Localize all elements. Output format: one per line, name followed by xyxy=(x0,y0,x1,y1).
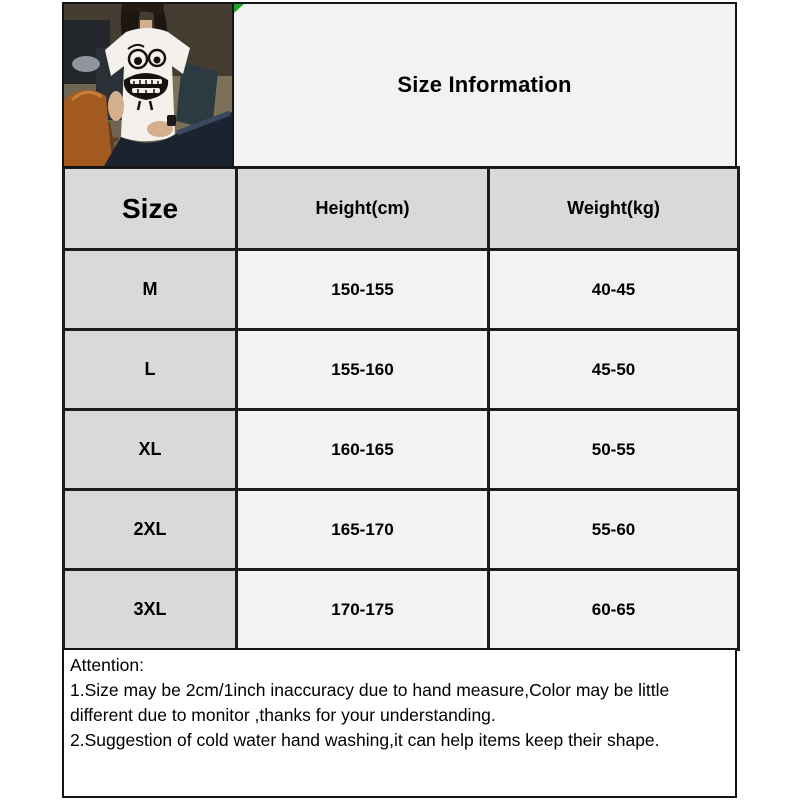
height-cell: 165-170 xyxy=(237,490,489,570)
column-header-weight: Weight(kg) xyxy=(489,168,739,250)
attention-heading: Attention: xyxy=(70,655,144,675)
table-row xyxy=(64,330,739,410)
wrist-watch xyxy=(167,115,176,126)
title-cell xyxy=(234,2,737,168)
height-cell: 155-160 xyxy=(237,330,489,410)
left-arm xyxy=(108,91,124,121)
size-cell: XL xyxy=(64,410,237,490)
attention-box xyxy=(62,648,737,798)
height-cell: 160-165 xyxy=(237,410,489,490)
weight-cell: 45-50 xyxy=(489,330,739,410)
table-row xyxy=(64,490,739,570)
green-corner-marker xyxy=(234,4,244,13)
size-cell: L xyxy=(64,330,237,410)
height-cell: 170-175 xyxy=(237,570,489,650)
column-header-height: Height(cm) xyxy=(237,168,489,250)
weight-cell: 40-45 xyxy=(489,250,739,330)
leather-bag xyxy=(64,90,112,166)
weight-cell: 60-65 xyxy=(489,570,739,650)
table-header-row xyxy=(64,168,739,250)
attention-note-2: 2.Suggestion of cold water hand washing,it can help items keep their shape. xyxy=(70,730,660,750)
product-photo xyxy=(62,2,234,168)
model-photo-illustration xyxy=(64,4,232,166)
height-cell: 150-155 xyxy=(237,250,489,330)
page-title: Size Information xyxy=(397,72,572,97)
size-cell: 2XL xyxy=(64,490,237,570)
column-header-size: Size xyxy=(64,168,237,250)
size-info-sheet xyxy=(62,0,737,798)
weight-cell: 50-55 xyxy=(489,410,739,490)
size-table xyxy=(62,166,740,651)
table-row xyxy=(64,250,739,330)
silver-shoe xyxy=(72,56,100,72)
size-cell: 3XL xyxy=(64,570,237,650)
attention-note-1: 1.Size may be 2cm/1inch inaccuracy due to hand measure,Color may be little different due to monitor ,thanks for your understanding. xyxy=(70,680,670,725)
top-band xyxy=(62,2,737,168)
table-row xyxy=(64,570,739,650)
size-cell: M xyxy=(64,250,237,330)
weight-cell: 55-60 xyxy=(489,490,739,570)
table-row xyxy=(64,410,739,490)
